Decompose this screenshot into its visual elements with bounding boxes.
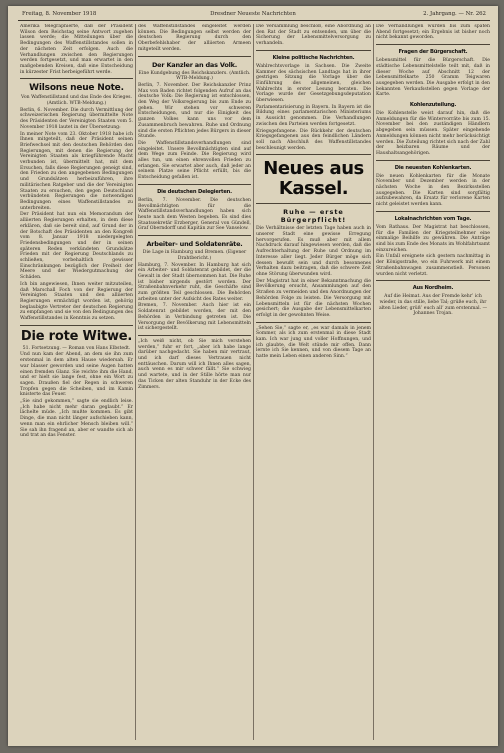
article-text: Hamburg, 7. November. In Hamburg hat sich ein Arbeiter- und Soldatenrat gebildet, der die Gewalt in der Stadt übernommen hat. Die Ruhe ist bisher nirgends gestört worden. Der Straßenbahnverkehr ruht, die Geschäfte sind zum größten Teil geschlossen. Die Behörden arbeiten unter der Aufsicht des Rates weiter. [138,262,251,302]
headline-coal-cards: Die neuesten Kohlenkarten. [394,164,472,171]
header-title: Dresdner Neueste Nachrichten [210,11,296,17]
article-text: Parlamentarisierung in Bayern. In Bayern ist die Bildung eines parlamentarischen Ministeriums in Aussicht genommen. Die Verhandlungen zwischen den Parteien werden fortgesetzt. [256,104,371,127]
section-rule [376,44,490,45]
article-text: Ich bin angewiesen, Ihnen weiter mitzuteilen, daß Marschall Foch von der Regierung der Vereinigten Staaten und den alliierten Regierungen ermächtigt worden ist, gehörig beglaubigte Vertreter der deutschen Regierung zu empfangen und sie von den Bedingungen des Waffenstillstandes in Kenntnis zu setzen. [20,281,133,322]
article-text: Kriegsgefangene. Die Rückkehr der deutschen Kriegsgefangenen aus den feindlichen Ländern soll nach Abschluß des Waffenstillstandes beschleunigt werden. [256,128,371,151]
section-rule [138,335,251,336]
section-rule [376,211,490,212]
article-text: Lebensmittel für die Bürgerschaft. Die städtische Lebensmittelstelle teilt mit, daß in dieser Woche auf Abschnitt 12 der Lebensmittelkarte 250 Gramm Teigwaren ausgegeben werden. Die Ausgabe erfolgt in den bekannten Verkaufsstellen gegen Vorlage der Karte. [376,58,490,98]
section-rule [256,322,371,323]
section-rule [376,160,490,161]
headline-councils: Arbeiter- und Soldatenräte. [146,240,243,249]
article-text: In meiner Note vom 23. Oktober 1918 habe ich Ihnen mitgeteilt, daß der Präsident seinen Briefwechsel mit den deutschen Behörden den Regierungen, mit denen die Regierung der Vereinigten Staaten als kriegführende Macht verbunden ist, übermittelt hat, mit dem Ersuchen, falls diese Regierungen geneigt sind, den Frieden zu den angegebenen Bedingungen und Grundsätzen herbeizuführen, ihre militärischen Ratgeber und die der Vereinigten Staaten zu ersuchen, den gegen Deutschland verbündeten Regierungen die notwendigen Bedingungen eines Waffenstillstandes zu unterbreiten. [20,131,133,211]
headline-wilson-note: Wilsons neue Note. [29,83,124,94]
article-text: Die Verhandlungen wurden bis zum späten Abend fortgesetzt; ein Ergebnis ist bisher noch nicht bekannt geworden. [376,24,490,41]
column-divider [135,24,136,740]
article-text: Berlin, 6. November. Die durch Vermittlung der schweizerischen Regierung übermittelte Note des Präsidenten der Vereinigten Staaten vom 5. November 1918 lautet in der Übersetzung: [20,107,133,130]
headline-delegates: Die deutschen Delegierten. [157,188,232,195]
section-rule [376,280,490,281]
article-text: Ein Unfall ereignete sich gestern nachmittag in der Königsstraße, wo ein Fuhrwerk mit einem Straßenbahnwagen zusammenstieß. Personen wurden nicht verletzt. [376,254,490,277]
article-text: Die Kohlenstelle weist darauf hin, daß die Anmeldungen für die Wintervorräte bis zum 15. November bei den zuständigen Händlern abgegeben sein müssen. Später eingehende Anmeldungen können nicht mehr berücksichtigt werden. Die Zuteilung richtet sich nach der Zahl der heizbaren Räume und der Haushaltsangehörigen. [376,111,490,156]
headline-calm: Ruhe — erste Bürgerpflicht! [280,208,347,225]
article-text: Die neuen Kohlenkarten für die Monate November und Dezember werden in der nächsten Woche in den Bezirksstellen ausgegeben. Die Karten sind sorgfältig aufzubewahren, da Ersatz für verlorene Karten nicht geleistet werden kann. [376,173,490,208]
column-3 [256,24,371,740]
section-rule [20,78,133,79]
section-rule [20,325,133,326]
article-text: Amerika telegraphierte, daß der Präsident Wilson dem Reichstag seine Antwort zugehen lassen werde; die Mitteilungen über die Bedingungen des Waffenstillstandes sollen in der nächsten Zeit erfolgen. Auch die Verhandlungen zwischen den Regierungen werden fortgesetzt, und man erwartet in den maßgebenden Kreisen, daß eine Entscheidung in kürzester Frist herbeigeführt werde. [20,24,133,75]
column-divider [373,24,374,740]
headline-local-news: Lokalnachrichten vom Tage. [394,215,472,222]
column-1 [20,24,133,740]
article-text: Die Verhältnisse der letzten Tage haben auch in unserer Stadt eine gewisse Erregung hervorgerufen. Es muß aber mit allem Nachdruck darauf hingewiesen werden, daß die Aufrechterhaltung der Ruhe und Ordnung im Interesse aller liegt. Jeder Bürger möge sich dessen bewußt sein und durch besonnenes Verhalten dazu beitragen, daß die schwere Zeit ohne Störung überwunden wird. [256,226,371,277]
article-text: Vom Rathaus. Der Magistrat hat beschlossen, für die Familien der Kriegsteilnehmer eine einmalige Beihilfe zu gewähren. Die Anträge sind bis zum Ende des Monats im Wohlfahrtsamt einzureichen. [376,224,490,253]
article-text: „Ich weiß nicht, ob Sie mich verstehen werden,“ fuhr er fort, „aber ich habe lange darüber nachgedacht. Sie haben mir vertraut, und ich darf dieses Vertrauen nicht enttäuschen. Darum will ich Ihnen alles sagen, auch wenn es mir schwer fällt.“ Sie schwieg und wartete, und in der Stille hörte man nur das Ticken der alten Standuhr in der Ecke des Zimmers. [138,338,251,390]
column-2 [138,24,251,740]
article-text: Der Magistrat hat in einer Bekanntmachung die Bevölkerung ersucht, Ansammlungen auf den Straßen zu vermeiden und den Anordnungen der Behörden Folge zu leisten. Die Versorgung mit Lebensmitteln ist für die nächsten Wochen gesichert; die Ausgabe der Lebensmittelkarten erfolgt in der gewohnten Weise. [256,278,371,318]
article-text: Und nun kam der Abend, an dem sie ihn zum erstenmal in dem alten Hause wiedersah. Er war blasser geworden und seine Augen hatten einen fremden Glanz. Sie reichte ihm die Hand, und er hielt sie lange fest, ohne ein Wort zu sagen. Draußen fiel der Regen in schweren Tropfen gegen die Scheiben, und im Kamin knisterte das Feuer. [20,352,133,398]
article-text: Die Versammlung beschloß, eine Abordnung an den Rat der Stadt zu entsenden, um über die Sicherung der Lebensmittelversorgung zu verhandeln. [256,24,371,47]
headline-kassel: Neues aus Kassel. [263,158,364,200]
section-rule [256,154,371,155]
article-text: „Sie sind gekommen,“ sagte sie endlich leise. „Ich habe nicht mehr daran geglaubt.“ Er lächelte müde. „Ich mußte kommen. Es gibt Dinge, die man nicht länger aufschieben kann, wenn man ein ehrlicher Mensch bleiben will.“ Sie sah ihn fragend an, aber er wandte sich ab und trat an das Fenster. [20,399,133,439]
section-rule [138,56,251,57]
subheadline: Die Lage in Hamburg und Bremen. (Eigener Drahtbericht.) [142,250,247,261]
headline-coal: Kohlenzuteilung. [409,102,457,109]
section-rule [256,50,371,51]
headline-chancellor: Der Kanzler an das Volk. [151,60,238,69]
article-text: Berlin, 7. November. Die deutschen Bevollmächtigten für die Waffenstillstandsverhandlungen haben sich heute nach dem Westen begeben. Es sind dies Staatssekretär Erzberger, General von Gündell, Graf Oberndorff und Kapitän zur See Vanselow. [138,197,251,232]
column-4 [376,24,490,740]
header-date: Freitag, 8. November 1918 [22,11,97,17]
headline-political-news: Kleine politische Nachrichten. [272,54,355,61]
section-rule [138,184,251,185]
column-divider [253,24,254,740]
article-text: Bremen, 7. November. Auch hier ist ein Soldatenrat gebildet worden, der mit den Behörden in Verbindung getreten ist. Die Versorgung der Bevölkerung mit Lebensmitteln ist sichergestellt. [138,303,251,332]
headline-nordheim: Aus Nordheim. [412,285,454,292]
subheadline: 51. Fortsetzung. — Roman von Hans Elbstedt. [22,345,131,351]
headline-citizens: Fragen der Bürgerschaft. [398,49,468,56]
headline-serial-novel: Die rote Witwe. [20,328,133,344]
article-text: „Sehen Sie,“ sagte er, „es war damals in jenem Sommer, als ich zum erstenmal in diese Stadt kam. Ich war jung und voller Hoffnungen, und ich glaubte, die Welt stünde mir offen. Dann lernte ich Sie kennen, und von diesem Tage an hatte mein Leben einen anderen Sinn.“ [256,325,371,360]
subheadline: Von Waffenstillstand und das Ende des Krieges. (Amtlich. WTB-Meldung.) [20,95,132,107]
article-text: Die Waffenstillstandsverhandlungen sind eingeleitet. Unsere Bevollmächtigten sind auf dem Wege zum Feinde. Die Regierung wird alles tun, um einen ehrenvollen Frieden zu erlangen. Sie erwartet aber auch, daß jeder an seinem Platze seine Pflicht erfüllt, bis die Entscheidung gefallen ist. [138,140,251,181]
poem-text: Auf die Heimat. Aus der Fremde kehr’ ich wieder, in das stille, liebe Tal; grüße euch, ihr alten Lieder, grüß’ euch all’ zum erstenmal. — Johannes Trojan. [378,294,488,317]
section-rule [256,203,371,204]
article-text: Wahlrechtsvorlage in Sachsen. Die Zweite Kammer des sächsischen Landtags hat in ihrer gestrigen Sitzung die Vorlage über die Einführung des allgemeinen, gleichen Wahlrechts in erster Lesung beraten. Die Vorlage wurde der Gesetzgebungsdeputation überwiesen. [256,63,371,104]
section-rule [138,235,251,236]
header-issue: 2. Jahrgang. — Nr. 262 [423,11,486,17]
article-text: Berlin, 7. November. Der Reichskanzler Prinz Max von Baden richtet folgenden Aufruf an das deutsche Volk: Die Regierung ist entschlossen, den Weg der Volksregierung bis zum Ende zu gehen. Wir stehen vor schweren Entscheidungen, und nur die Einigkeit des ganzen Volkes kann uns vor dem Zusammenbruch bewahren. Ruhe und Ordnung sind die ersten Pflichten jedes Bürgers in dieser Stunde. [138,82,251,140]
article-text: Der Präsident hat nun ein Memorandum der alliierten Regierungen erhalten, in dem diese erklären, daß sie bereit sind, auf Grund der in der Botschaft des Präsidenten an den Kongreß vom 8. Januar 1918 niedergelegten Friedensbedingungen und der in seinen späteren Reden verkündeten Grundsätze Frieden mit der Regierung Deutschlands zu schließen, vorbehaltlich gewisser Einschränkungen bezüglich der Freiheit der Meere und der Wiedergutmachung der Schäden. [20,212,133,281]
newspaper-page [8,6,498,746]
header-rule [18,20,490,21]
article-text: des Waffenstillstandes eingeleitet werden können. Die Bedingungen selbst werden der deutschen Regierung durch den Oberbefehlshaber der alliierten Armeen mitgeteilt werden. [138,24,251,52]
subheadline: Eine Kundgebung des Reichskanzlers. (Amtlich. WTB-Meldung.) [138,70,251,82]
